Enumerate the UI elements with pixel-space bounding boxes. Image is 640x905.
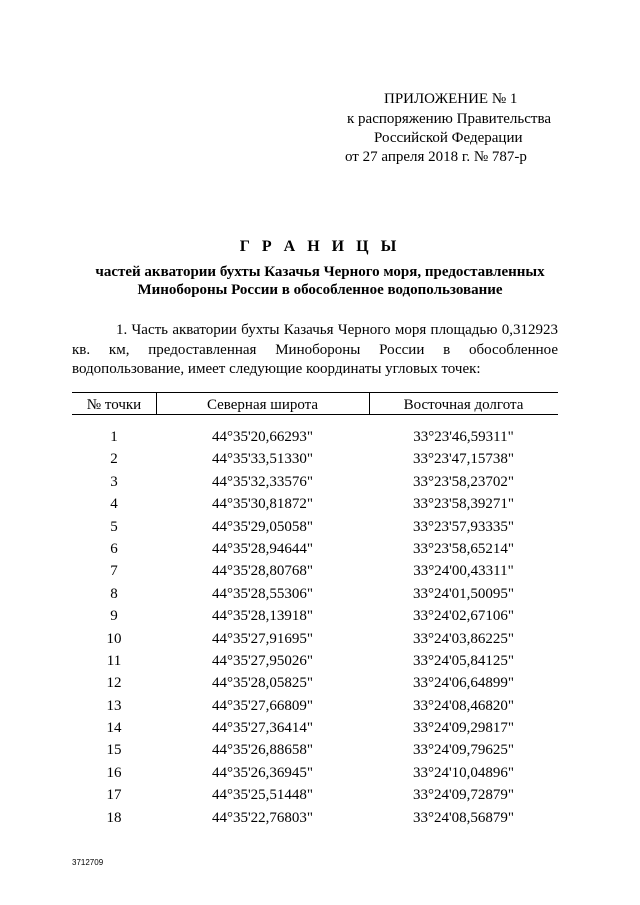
longitude-cell: 33°24'09,29817": [412, 720, 515, 737]
document-code: 3712709: [72, 858, 104, 867]
point-number: 6: [110, 540, 118, 557]
latitude-cell: 44°35'28,55306": [211, 585, 314, 602]
point-number: 1: [110, 429, 118, 445]
table-row: [0, 451, 640, 473]
point-number: 2: [110, 451, 118, 468]
latitude-cell: 44°35'33,51330": [211, 451, 314, 468]
table-row: [0, 608, 640, 630]
longitude-cell: 33°23'58,23702": [412, 473, 515, 490]
latitude-cell: 44°35'27,95026": [211, 652, 314, 669]
document-title: Г Р А Н И Ц Ы: [239, 238, 401, 255]
table-row: [0, 429, 640, 451]
longitude-cell: 33°24'06,64899": [412, 675, 515, 692]
table-header-rule: [72, 414, 558, 415]
longitude-cell: 33°24'03,86225": [412, 630, 515, 647]
longitude-cell: 33°24'02,67106": [412, 608, 515, 625]
table-header-longitude: Восточная долгота: [403, 397, 524, 413]
appendix-line-order: к распоряжению Правительства: [347, 111, 552, 127]
document-subtitle: частей акватории бухты Казачья Черного моря, предоставленных Минобороны России в обособленное водопользование: [95, 264, 545, 298]
latitude-cell: 44°35'25,51448": [211, 787, 314, 804]
latitude-cell: 44°35'26,36945": [211, 764, 314, 781]
point-number: 12: [106, 675, 122, 692]
longitude-cell: 33°24'09,72879": [412, 787, 515, 804]
longitude-cell: 33°24'00,43311": [413, 563, 514, 580]
latitude-cell: 44°35'28,05825": [211, 675, 314, 692]
latitude-cell: 44°35'29,05058": [211, 518, 314, 535]
longitude-cell: 33°24'10,04896": [412, 764, 515, 781]
latitude-cell: 44°35'30,81872": [211, 496, 314, 513]
table-row: [0, 653, 640, 675]
point-number: 7: [110, 563, 118, 580]
table-row: [0, 586, 640, 608]
table-row: [0, 698, 640, 720]
longitude-cell: 33°24'05,84125": [412, 652, 515, 669]
point-number: 18: [106, 809, 122, 826]
longitude-cell: 33°24'01,50095": [412, 585, 515, 602]
table-row: [0, 519, 640, 541]
appendix-line-date: от 27 апреля 2018 г. № 787-р: [345, 149, 527, 165]
latitude-cell: 44°35'28,13918": [211, 608, 314, 625]
longitude-cell: 33°24'09,79625": [412, 742, 515, 759]
point-number: 5: [110, 518, 118, 535]
coordinates-table-body: [0, 429, 640, 832]
point-number: 8: [110, 585, 118, 602]
longitude-cell: 33°24'08,46820": [412, 697, 515, 714]
point-number: 14: [106, 720, 122, 737]
table-row: [0, 742, 640, 764]
table-row: [0, 765, 640, 787]
latitude-cell: 44°35'27,91695": [211, 630, 314, 647]
point-number: 13: [106, 697, 122, 714]
point-number: 16: [106, 764, 122, 781]
table-row: [0, 810, 640, 832]
table-row: [0, 563, 640, 585]
latitude-cell: 44°35'26,88658": [211, 742, 314, 759]
table-row: [0, 787, 640, 809]
point-number: 17: [106, 787, 122, 804]
point-number: 11: [106, 652, 122, 669]
latitude-cell: 44°35'28,94644": [211, 540, 314, 557]
table-header-latitude: Северная широта: [206, 397, 319, 413]
table-row: [0, 541, 640, 563]
latitude-cell: 44°35'22,76803": [211, 809, 314, 826]
appendix-line-federation: Российской Федерации: [374, 130, 523, 146]
latitude-cell: 44°35'20,66293": [211, 429, 314, 445]
longitude-cell: 33°23'46,59311": [413, 429, 514, 445]
longitude-cell: 33°23'58,65214": [412, 540, 515, 557]
latitude-cell: 44°35'27,66809": [211, 697, 314, 714]
latitude-cell: 44°35'28,80768": [211, 563, 314, 580]
latitude-cell: 44°35'27,36414": [211, 720, 314, 737]
intro-paragraph: 1. Часть акватории бухты Казачья Черного моря площадью 0,312923 кв. км, предоставленная Минобороны России в обособленное водопользование, имеет следующие координаты угловых точек:: [72, 322, 558, 377]
table-row: [0, 675, 640, 697]
point-number: 9: [110, 608, 118, 625]
longitude-cell: 33°24'08,56879": [412, 809, 515, 826]
point-number: 15: [106, 742, 122, 759]
point-number: 3: [110, 473, 118, 490]
table-row: [0, 474, 640, 496]
longitude-cell: 33°23'47,15738": [412, 451, 515, 468]
point-number: 4: [110, 496, 118, 513]
table-top-rule: [72, 392, 558, 393]
table-header-number: № точки: [86, 397, 142, 413]
table-row: [0, 496, 640, 518]
table-row: [0, 631, 640, 653]
longitude-cell: 33°23'58,39271": [412, 496, 515, 513]
appendix-title: ПРИЛОЖЕНИЕ № 1: [384, 91, 518, 107]
longitude-cell: 33°23'57,93335": [412, 518, 515, 535]
point-number: 10: [106, 630, 122, 647]
latitude-cell: 44°35'32,33576": [211, 473, 314, 490]
table-row: [0, 720, 640, 742]
